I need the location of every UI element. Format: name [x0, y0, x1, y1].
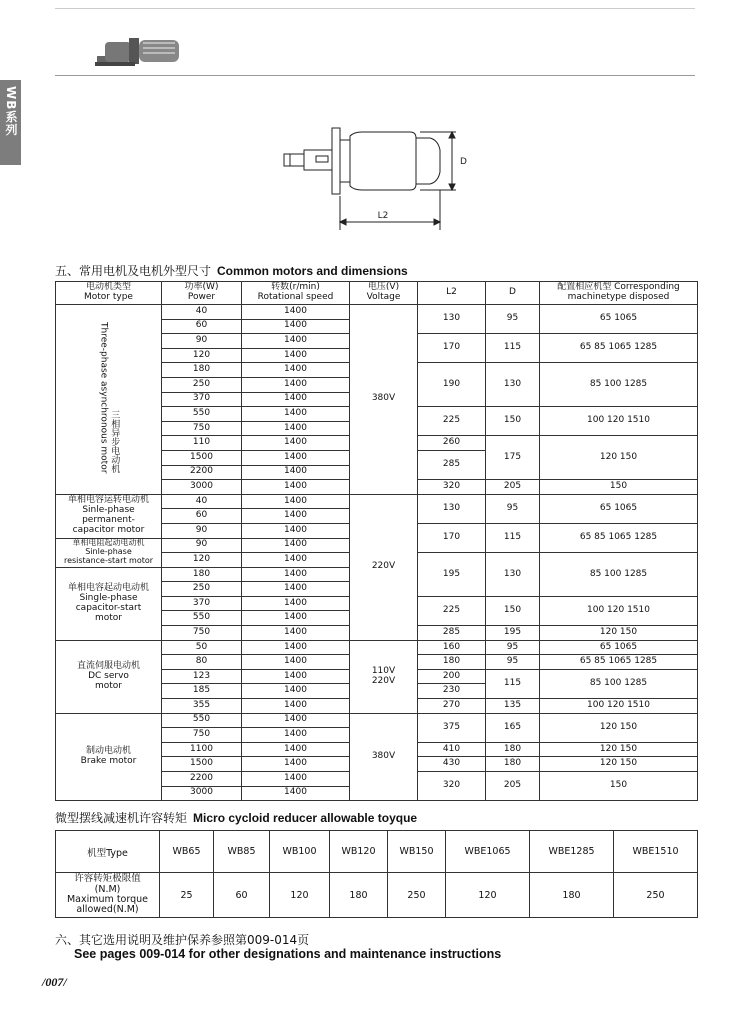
- cell-text: 五、常用电机及电机外型尺寸: [55, 264, 212, 278]
- table-row: [56, 640, 698, 655]
- table-cell: 375: [418, 713, 486, 742]
- table-cell: 110: [162, 436, 242, 451]
- motor-table: [55, 281, 698, 801]
- cell-text: Voltage: [366, 292, 401, 302]
- table-cell: 120 150: [540, 757, 698, 772]
- table-cell: 1400: [242, 596, 350, 611]
- cell-text: 110V: [371, 665, 396, 676]
- table-cell: 250: [614, 873, 698, 918]
- cell-text: 单相电容运转电动机: [67, 495, 149, 506]
- table-cell: 190: [418, 363, 486, 407]
- cell-text: 电压(V): [367, 282, 400, 293]
- type-three-phase: [56, 305, 162, 495]
- table-cell: 50: [162, 640, 242, 655]
- table-cell: 120 150: [540, 713, 698, 742]
- table-cell: 1400: [242, 348, 350, 363]
- table-cell: 1400: [242, 757, 350, 772]
- table-cell: 65 85 1065 1285: [540, 655, 698, 670]
- section5-title: 五、常用电机及电机外型尺寸 Common motors and dimensions: [55, 264, 408, 278]
- cell-text: Brake motor: [80, 755, 137, 766]
- table-cell: 150: [486, 407, 540, 436]
- table-cell: 285: [418, 450, 486, 479]
- table-cell: 40: [162, 494, 242, 509]
- torque-table-row-type: [56, 831, 698, 873]
- table-cell: 1400: [242, 772, 350, 787]
- table-cell: 1400: [242, 684, 350, 699]
- cell-text: 直流伺服电动机: [76, 660, 140, 671]
- table-cell: 120: [270, 873, 330, 918]
- cell-text: allowed(N.M): [76, 904, 139, 916]
- table-cell: 1400: [242, 436, 350, 451]
- cell-text: resistance-start motor: [63, 555, 154, 565]
- cell-text: Maximum torque: [66, 894, 148, 905]
- table-cell: 150: [486, 596, 540, 625]
- series-tab-label: WB系列: [4, 86, 18, 137]
- table-cell: 135: [486, 699, 540, 714]
- type-single-cap-start: [56, 567, 162, 640]
- cell-text: Corresponding machinetype disposed: [567, 282, 680, 302]
- cell-text: Power: [187, 292, 216, 302]
- table-cell: 机型Type: [56, 831, 160, 873]
- table-cell: 1400: [242, 319, 350, 334]
- voltage-cell: [350, 640, 418, 713]
- table-cell: 130: [418, 305, 486, 334]
- page-number: /007/: [42, 975, 67, 989]
- table-cell: 100 120 1510: [540, 596, 698, 625]
- type-single-res: [56, 538, 162, 567]
- header-rule: [55, 75, 695, 76]
- table-cell: 195: [418, 553, 486, 597]
- table-cell: 1400: [242, 407, 350, 422]
- cell-text: 微型摆线减速机许容转矩: [55, 811, 188, 825]
- table-cell: 250: [388, 873, 446, 918]
- table-cell: 750: [162, 728, 242, 743]
- table-cell: 115: [486, 334, 540, 363]
- table-cell: 1400: [242, 450, 350, 465]
- table-row: [56, 305, 698, 320]
- cell-text: Motor type: [84, 292, 133, 302]
- cell-text: 单相电阻起动电动机: [72, 538, 145, 548]
- table-cell: 1400: [242, 640, 350, 655]
- table-cell: 160: [418, 640, 486, 655]
- torque-title: 微型摆线减速机许容转矩 Micro cycloid reducer allowable toyque: [55, 811, 418, 825]
- voltage-cell: 380V: [350, 713, 418, 801]
- table-cell: 410: [418, 742, 486, 757]
- table-cell: WB100: [270, 831, 330, 873]
- l2-dimension-label: L2: [377, 211, 389, 221]
- table-cell: 1500: [162, 757, 242, 772]
- cell-text: permanent-: [82, 515, 135, 526]
- cell-text: (N.M): [94, 883, 121, 895]
- table-cell: 1400: [242, 626, 350, 641]
- reducer-thumbnail-image: [95, 28, 185, 74]
- type-brake: [56, 713, 162, 801]
- table-cell: 1400: [242, 363, 350, 378]
- table-cell: 85 100 1285: [540, 669, 698, 698]
- table-cell: WB150: [388, 831, 446, 873]
- table-cell: 130: [418, 494, 486, 523]
- table-cell: 225: [418, 407, 486, 436]
- table-cell: 1400: [242, 523, 350, 538]
- table-cell: 1400: [242, 480, 350, 495]
- top-rule: [55, 8, 695, 9]
- table-cell: 175: [486, 436, 540, 480]
- header-d: D: [486, 282, 540, 305]
- table-cell: 1400: [242, 655, 350, 670]
- table-cell: 180: [330, 873, 388, 918]
- header-motor-type: [56, 282, 162, 305]
- cell-text: Sinle-phase: [82, 505, 135, 516]
- table-cell: 1400: [242, 421, 350, 436]
- table-cell: 120 150: [540, 436, 698, 480]
- table-cell: 355: [162, 699, 242, 714]
- torque-table: [55, 830, 698, 918]
- table-cell: 1400: [242, 553, 350, 568]
- table-row: [56, 713, 698, 728]
- table-row: [56, 494, 698, 509]
- table-cell: 1400: [242, 713, 350, 728]
- table-cell: 180: [418, 655, 486, 670]
- table-cell: 85 100 1285: [540, 553, 698, 597]
- table-cell: 120: [162, 348, 242, 363]
- table-cell: 370: [162, 392, 242, 407]
- table-cell: 205: [486, 772, 540, 801]
- table-cell: 95: [486, 305, 540, 334]
- table-cell: 185: [162, 684, 242, 699]
- table-cell: 90: [162, 334, 242, 349]
- cell-text: capacitor motor: [72, 525, 145, 535]
- table-cell: 320: [418, 480, 486, 495]
- series-tab: [0, 80, 21, 165]
- table-cell: 65 85 1065 1285: [540, 334, 698, 363]
- cell-text: Rotational speed: [257, 292, 334, 302]
- table-cell: 1400: [242, 611, 350, 626]
- table-cell: 120: [162, 553, 242, 568]
- table-cell: 1400: [242, 669, 350, 684]
- cell-text: capacitor-start: [75, 602, 142, 613]
- table-cell: 1400: [242, 392, 350, 407]
- table-cell: 180: [486, 757, 540, 772]
- header-speed: [242, 282, 350, 305]
- table-cell: 270: [418, 699, 486, 714]
- table-cell: WBE1065: [446, 831, 530, 873]
- table-cell: 120 150: [540, 742, 698, 757]
- table-cell: 180: [486, 742, 540, 757]
- table-cell: 1400: [242, 699, 350, 714]
- table-cell: 2200: [162, 465, 242, 480]
- cell-text: Single-phase: [79, 592, 138, 603]
- table-cell: 115: [486, 523, 540, 552]
- table-cell: 1400: [242, 509, 350, 524]
- header-machine: [540, 282, 698, 305]
- cell-text: Sinle-phase: [85, 547, 132, 557]
- table-cell: 40: [162, 305, 242, 320]
- table-cell: 65 85 1065 1285: [540, 523, 698, 552]
- table-cell: 205: [486, 480, 540, 495]
- table-cell: 1400: [242, 494, 350, 509]
- table-cell: 250: [162, 377, 242, 392]
- cell-text: motor: [94, 680, 122, 691]
- table-cell: WB85: [214, 831, 270, 873]
- table-cell: 123: [162, 669, 242, 684]
- table-cell: WB120: [330, 831, 388, 873]
- header-voltage: [350, 282, 418, 305]
- type-single-cap-run: [56, 494, 162, 538]
- section6-note-cn: 六、其它选用说明及维护保养参照第009-014页: [55, 933, 310, 947]
- table-cell: 1400: [242, 538, 350, 553]
- table-cell: 2200: [162, 772, 242, 787]
- header-l2: L2: [418, 282, 486, 305]
- table-cell: 550: [162, 713, 242, 728]
- cell-text: Three-phase asynchronous motor: [98, 321, 109, 474]
- table-cell: 60: [162, 319, 242, 334]
- motor-table-header: [56, 282, 698, 305]
- table-cell: 1400: [242, 334, 350, 349]
- table-cell: [56, 873, 160, 918]
- table-cell: 1400: [242, 786, 350, 801]
- table-cell: 170: [418, 334, 486, 363]
- table-cell: 25: [160, 873, 214, 918]
- cell-text: 制动电动机: [85, 746, 131, 757]
- table-cell: 150: [540, 480, 698, 495]
- table-cell: 1400: [242, 567, 350, 582]
- cell-text: 电动机类型: [85, 282, 131, 293]
- cell-text: 配置相应机型: [557, 282, 612, 293]
- cell-text: 许容转矩极限值: [74, 873, 141, 885]
- table-cell: 90: [162, 523, 242, 538]
- table-cell: 195: [486, 626, 540, 641]
- table-cell: 230: [418, 684, 486, 699]
- table-cell: 180: [162, 567, 242, 582]
- table-cell: 95: [486, 640, 540, 655]
- cell-text: 220V: [371, 675, 396, 686]
- motor-outline-drawing: [270, 110, 480, 240]
- table-cell: 3000: [162, 786, 242, 801]
- table-cell: 750: [162, 626, 242, 641]
- d-dimension-label: D: [460, 157, 467, 167]
- table-cell: 120 150: [540, 626, 698, 641]
- table-cell: 200: [418, 669, 486, 684]
- table-cell: 100 120 1510: [540, 699, 698, 714]
- table-cell: 1400: [242, 465, 350, 480]
- cell-text: 三相异步电动机: [109, 410, 120, 474]
- table-cell: 60: [214, 873, 270, 918]
- table-cell: 130: [486, 363, 540, 407]
- table-cell: 100 120 1510: [540, 407, 698, 436]
- table-cell: 750: [162, 421, 242, 436]
- table-cell: 1100: [162, 742, 242, 757]
- header-power: [162, 282, 242, 305]
- table-cell: 1400: [242, 305, 350, 320]
- cell-text: 转数(r/min): [271, 282, 320, 293]
- table-cell: 1500: [162, 450, 242, 465]
- torque-table-row-values: [56, 873, 698, 918]
- table-cell: 180: [530, 873, 614, 918]
- table-cell: 120: [446, 873, 530, 918]
- cell-text: 单相电容起动电动机: [67, 582, 149, 593]
- cell-text: 功率(W): [184, 282, 219, 293]
- table-cell: 95: [486, 494, 540, 523]
- table-cell: 85 100 1285: [540, 363, 698, 407]
- table-cell: 65 1065: [540, 640, 698, 655]
- voltage-cell: 380V: [350, 305, 418, 495]
- table-cell: WBE1285: [530, 831, 614, 873]
- table-cell: 95: [486, 655, 540, 670]
- table-cell: 550: [162, 611, 242, 626]
- table-cell: 430: [418, 757, 486, 772]
- table-cell: 1400: [242, 582, 350, 597]
- table-cell: 1400: [242, 742, 350, 757]
- table-cell: 260: [418, 436, 486, 451]
- table-cell: 60: [162, 509, 242, 524]
- table-cell: 180: [162, 363, 242, 378]
- table-cell: 170: [418, 523, 486, 552]
- table-cell: 250: [162, 582, 242, 597]
- table-cell: 225: [418, 596, 486, 625]
- table-cell: 1400: [242, 377, 350, 392]
- table-cell: 285: [418, 626, 486, 641]
- table-cell: 320: [418, 772, 486, 801]
- section6-note-en: See pages 009-014 for other designations and maintenance instructions: [74, 947, 502, 961]
- table-cell: 65 1065: [540, 494, 698, 523]
- table-cell: 65 1065: [540, 305, 698, 334]
- table-cell: 550: [162, 407, 242, 422]
- cell-text: motor: [94, 612, 122, 623]
- table-cell: 90: [162, 538, 242, 553]
- table-cell: 370: [162, 596, 242, 611]
- table-cell: 80: [162, 655, 242, 670]
- cell-text: DC servo: [88, 670, 129, 681]
- table-cell: 165: [486, 713, 540, 742]
- table-cell: 150: [540, 772, 698, 801]
- table-cell: 1400: [242, 728, 350, 743]
- table-cell: 3000: [162, 480, 242, 495]
- table-cell: WB65: [160, 831, 214, 873]
- type-dc-servo: [56, 640, 162, 713]
- table-cell: 130: [486, 553, 540, 597]
- table-cell: WBE1510: [614, 831, 698, 873]
- table-cell: 115: [486, 669, 540, 698]
- voltage-cell: 220V: [350, 494, 418, 640]
